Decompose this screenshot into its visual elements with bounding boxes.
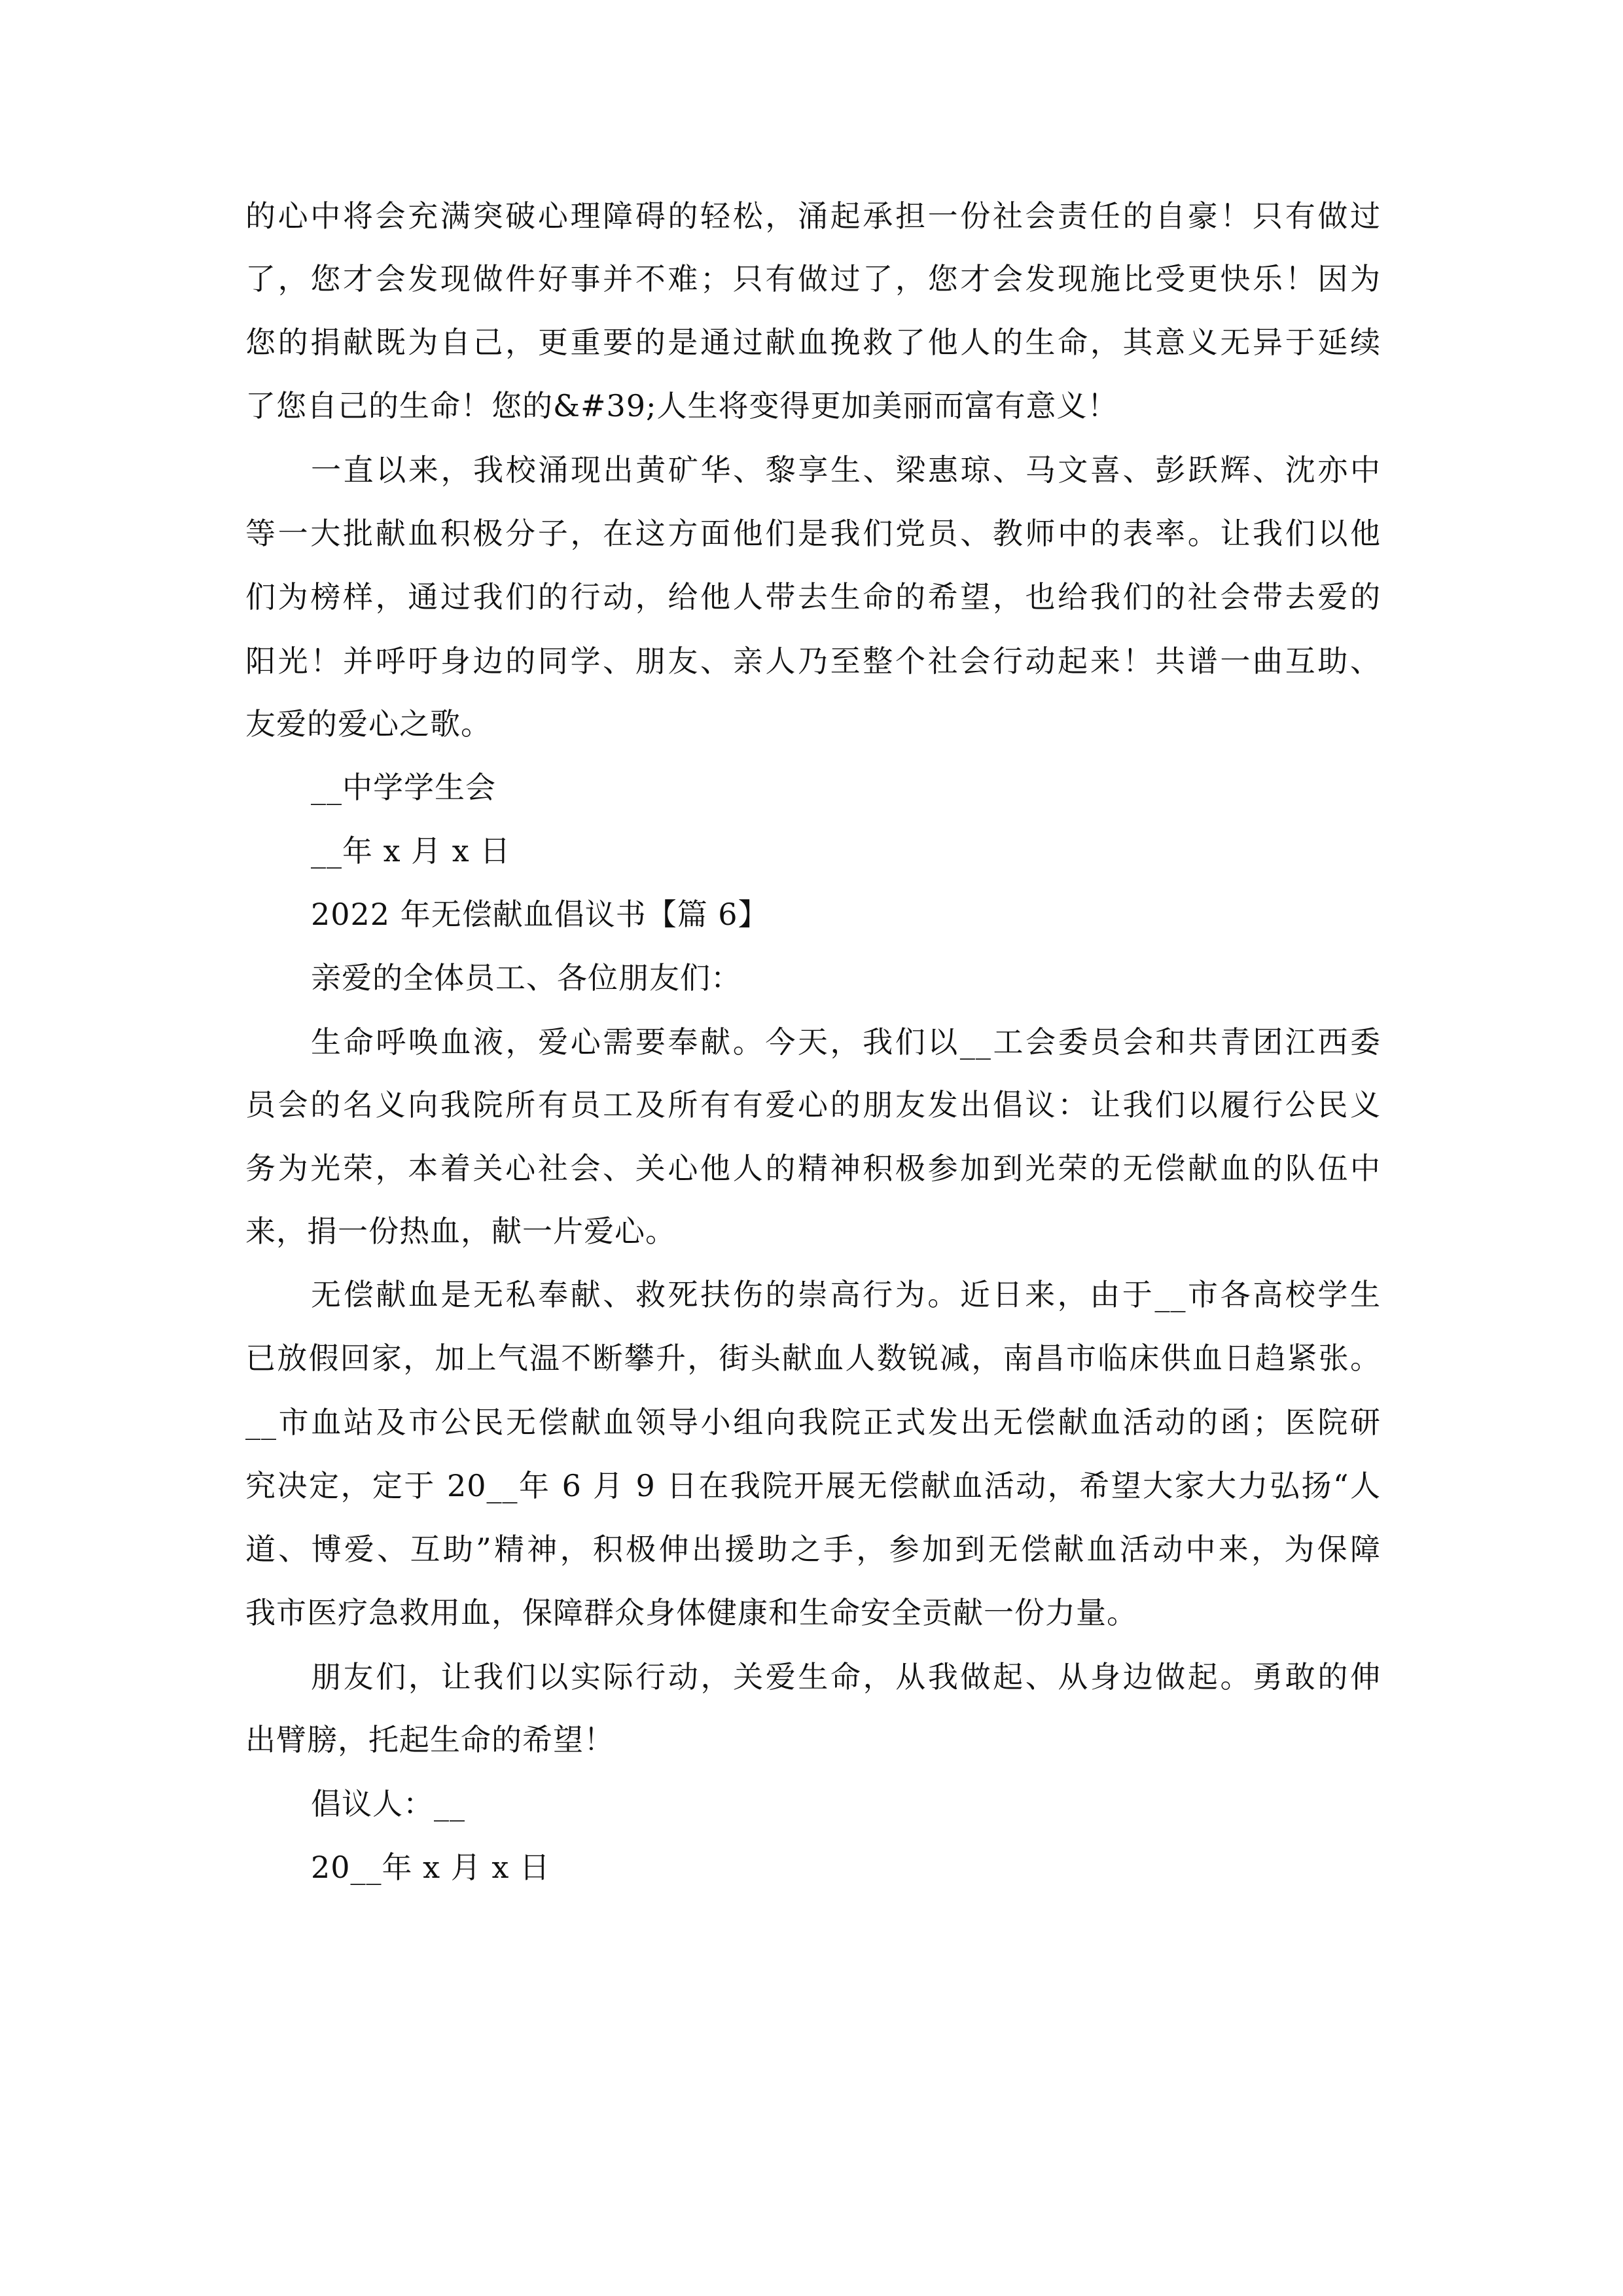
section-heading: 2022 年无偿献血倡议书【篇 6】 bbox=[311, 897, 769, 932]
paragraph-line: 出臂膀，托起生命的希望！ bbox=[245, 1722, 615, 1757]
paragraph-line: 了，您才会发现做件好事并不难；只有做过了，您才会发现施比受更快乐！因为 bbox=[245, 261, 1381, 296]
paragraph-line: 友爱的爱心之歌。 bbox=[245, 706, 491, 742]
paragraph-line: 了您自己的生命！您的&#39;人生将变得更加美丽而富有意义！ bbox=[245, 388, 1118, 423]
proposer-line: 倡议人：__ bbox=[311, 1786, 465, 1821]
signature-date: __年 x 月 x 日 bbox=[311, 833, 511, 869]
paragraph-line: 务为光荣，本着关心社会、关心他人的精神积极参加到光荣的无偿献血的队伍中 bbox=[245, 1151, 1381, 1186]
paragraph-line: 等一大批献血积极分子，在这方面他们是我们党员、教师中的表率。让我们以他 bbox=[245, 516, 1381, 551]
paragraph-line: 无偿献血是无私奉献、救死扶伤的崇高行为。近日来，由于__市各高校学生 bbox=[311, 1277, 1381, 1312]
paragraph-line: 我市医疗急救用血，保障群众身体健康和生命安全贡献一份力量。 bbox=[245, 1595, 1137, 1630]
paragraph-line: 朋友们，让我们以实际行动，关爱生命，从我做起、从身边做起。勇敢的伸 bbox=[311, 1659, 1381, 1695]
paragraph-line: 道、博爱、互助”精神，积极伸出援助之手，参加到无偿献血活动中来，为保障 bbox=[245, 1532, 1381, 1567]
paragraph-line: 员会的名义向我院所有员工及所有有爱心的朋友发出倡议：让我们以履行公民义 bbox=[245, 1087, 1381, 1122]
paragraph-line: 您的捐献既为自己，更重要的是通过献血挽救了他人的生命，其意义无异于延续 bbox=[245, 325, 1381, 360]
paragraph-line: 的心中将会充满突破心理障碍的轻松，涌起承担一份社会责任的自豪！只有做过 bbox=[245, 198, 1381, 234]
paragraph-line: 已放假回家，加上气温不断攀升，街头献血人数锐减，南昌市临床供血日趋紧张。 bbox=[245, 1340, 1381, 1376]
paragraph-line: 来，捐一份热血，献一片爱心。 bbox=[245, 1213, 676, 1249]
signature-org: __中学学生会 bbox=[311, 770, 496, 805]
salutation: 亲爱的全体员工、各位朋友们： bbox=[311, 960, 741, 996]
signature-date: 20__年 x 月 x 日 bbox=[311, 1850, 550, 1885]
paragraph-line: __市血站及市公民无偿献血领导小组向我院正式发出无偿献血活动的函；医院研 bbox=[245, 1405, 1381, 1440]
paragraph-line: 一直以来，我校涌现出黄矿华、黎享生、梁惠琼、马文喜、彭跃辉、沈亦中 bbox=[311, 452, 1381, 488]
paragraph-line: 生命呼唤血液，爱心需要奉献。今天，我们以__工会委员会和共青团江西委 bbox=[311, 1024, 1381, 1060]
paragraph-line: 究决定，定于 20__年 6 月 9 日在我院开展无偿献血活动，希望大家大力弘扬“人 bbox=[245, 1468, 1381, 1503]
paragraph-line: 阳光！并呼吁身边的同学、朋友、亲人乃至整个社会行动起来！共谱一曲互助、 bbox=[245, 643, 1381, 679]
paragraph-line: 们为榜样，通过我们的行动，给他人带去生命的希望，也给我们的社会带去爱的 bbox=[245, 579, 1381, 615]
